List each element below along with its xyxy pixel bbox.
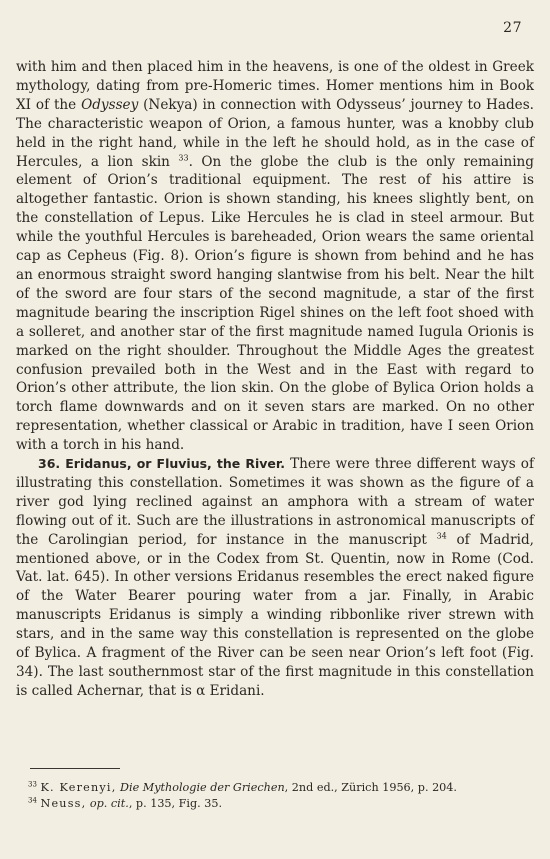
paragraph-orion: with him and then placed him in the heavens, is one of the oldest in Greek mythology, dating from pre-Homeric times. Homer mentions him in Book XI of the Odyssey (Nekya) in connection with Odysseus’ journey to Hades. The characteristic weapon of Orion, a famous hunter, was a knobby club held in the right hand, while in the left he should hold, as in the case of Hercules, a lion skin $^{33}$. On the globe the club is the only remaining element of Orion’s traditional equipment. The rest of his attire is altogether fantastic. Orion is shown standing, his knees slightly bent, on the constellation of Lepus. Like Hercules he is clad in steel armour. But while the youthful Hercules is bareheaded, Orion wears the same oriental cap as Cepheus (Fig. 8). Orion’s figure is shown from behind and he has an enormous straight sword hanging slantwise from his belt. Near the hilt of the sword are four stars of the second magnitude, a star of the first magnitude bearing the inscription Rigel shines on the left foot shoed with a solleret, and another star of the first magnitude named Iugula Orionis is marked on the right shoulder. Throughout the Middle Ages the greatest confusion prevailed both in the West and in the East with regard to Orion’s other attribute, the lion skin. On the globe of Bylica Orion holds a torch flame downwards and on it seven stars are marked. On no other representation, whether classical or Arabic in tradition, have I seen Orion with a torch in his hand. bbox=[16, 59, 534, 454]
paragraph-eridanus: 36. Eridanus, or Fluvius, the River. There were three different ways of illustrating this constellation. Sometimes it was shown as the figure of a river god lying reclined against an amphora with a stream of water flowing out of it. Such are the illustrations in astronomical manuscripts of the Carolingian period, for instance in the manuscript $^{34}$ of Madrid, mentioned above, or in the Codex from St. Quentin, now in Rome (Cod. Vat. lat. 645). In other versions Eridanus resembles the erect naked figure of the Water Bearer pouring water from a jar. Finally, in Arabic manuscripts Eridanus is simply a winding ribbonlike river strewn with stars, and in the same way this constellation is represented on the globe of Bylica. A fragment of the River can be seen near Orion’s left foot (Fig. 34). The last southernmost star of the first magnitude in this constellation is called Achernar, that is α Eridani. bbox=[16, 456, 535, 699]
footnote-34: $^{34}$ Neuss, op. cit., p. 135, Fig. 35. bbox=[28, 796, 223, 810]
odyssey-title: Odyssey bbox=[81, 96, 139, 113]
page-number: 27 bbox=[503, 20, 522, 36]
footnotes bbox=[28, 780, 538, 812]
footnote-33: $^{33}$ K. Kerenyi, Die Mythologie der Griechen, 2nd ed., Zürich 1956, p. 204. bbox=[28, 780, 457, 794]
footnote-ref-33[interactable]: 33 bbox=[178, 153, 189, 162]
footnote-divider bbox=[30, 768, 120, 769]
footnote-ref-34[interactable]: 34 bbox=[436, 531, 447, 541]
body-text bbox=[16, 58, 534, 701]
section-heading-eridanus: 36. Eridanus, or Fluvius, the River. bbox=[38, 456, 286, 472]
